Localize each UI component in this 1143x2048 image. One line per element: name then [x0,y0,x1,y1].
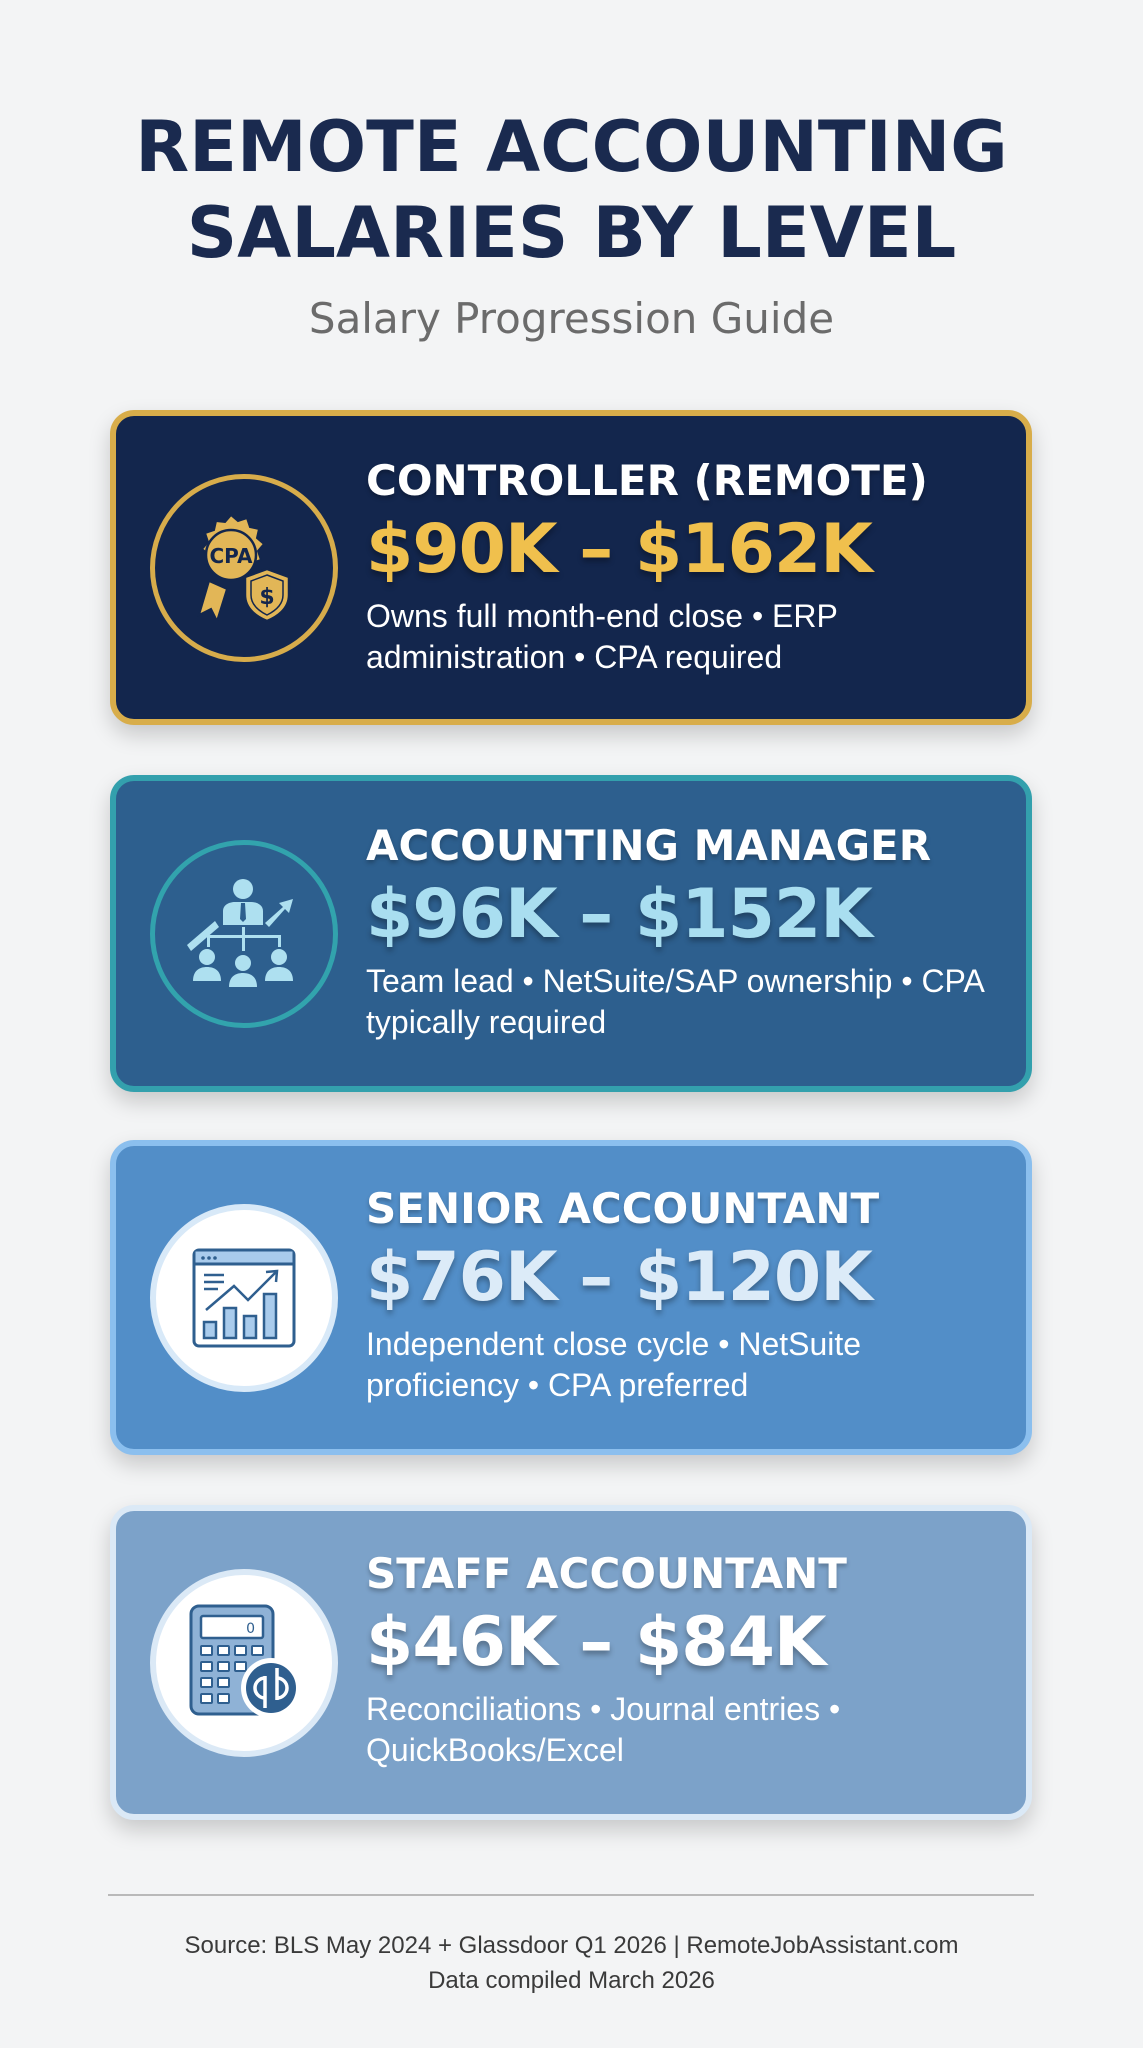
salary-range: $76K – $120K [366,1238,872,1317]
footer-source: Source: BLS May 2024 + Glassdoor Q1 2026 | RemoteJobAssistant.com [184,1932,959,1959]
salary-range: $96K – $152K [366,875,872,954]
page-title-line2: SALARIES BY LEVEL [186,192,957,274]
salary-card-controller [110,410,1032,725]
role-title: CONTROLLER (REMOTE) [366,456,928,505]
role-title: SENIOR ACCOUNTANT [366,1184,880,1233]
footer-divider [108,1894,1034,1896]
icon-circle [150,840,338,1028]
salary-card-staff-accountant [110,1505,1032,1820]
card-text [366,1184,1006,1406]
role-description: Owns full month-end close • ERP administration • CPA required [366,598,838,675]
salary-range: $46K – $84K [366,1603,826,1682]
salary-card-senior-accountant [110,1140,1032,1455]
role-description: Reconciliations • Journal entries • QuickBooks/Excel [366,1691,841,1768]
team-hierarchy-growth-icon [179,869,309,999]
dashboard-bar-chart-icon [184,1238,304,1358]
role-title: STAFF ACCOUNTANT [366,1549,847,1598]
page-subtitle: Salary Progression Guide [308,294,835,343]
salary-card-accounting-manager [110,775,1032,1092]
icon-circle [150,474,338,662]
svg-text:$: $ [259,584,275,610]
calculator-quickbooks-icon [179,1598,309,1728]
card-text [366,821,1006,1043]
svg-text:0: 0 [246,1620,255,1637]
icon-circle [150,1204,338,1392]
icon-circle [150,1569,338,1757]
cpa-badge-shield-icon [179,503,309,633]
svg-text:CPA: CPA [209,543,253,568]
footer-compiled-date: Data compiled March 2026 [428,1967,715,1994]
role-description: Team lead • NetSuite/SAP ownership • CPA typically required [366,963,984,1040]
page-title-line1: REMOTE ACCOUNTING [135,106,1008,188]
card-text [366,1549,1006,1771]
card-text [366,456,1006,678]
role-title: ACCOUNTING MANAGER [366,821,932,870]
role-description: Independent close cycle • NetSuite proficiency • CPA preferred [366,1326,862,1403]
salary-range: $90K – $162K [366,510,872,589]
